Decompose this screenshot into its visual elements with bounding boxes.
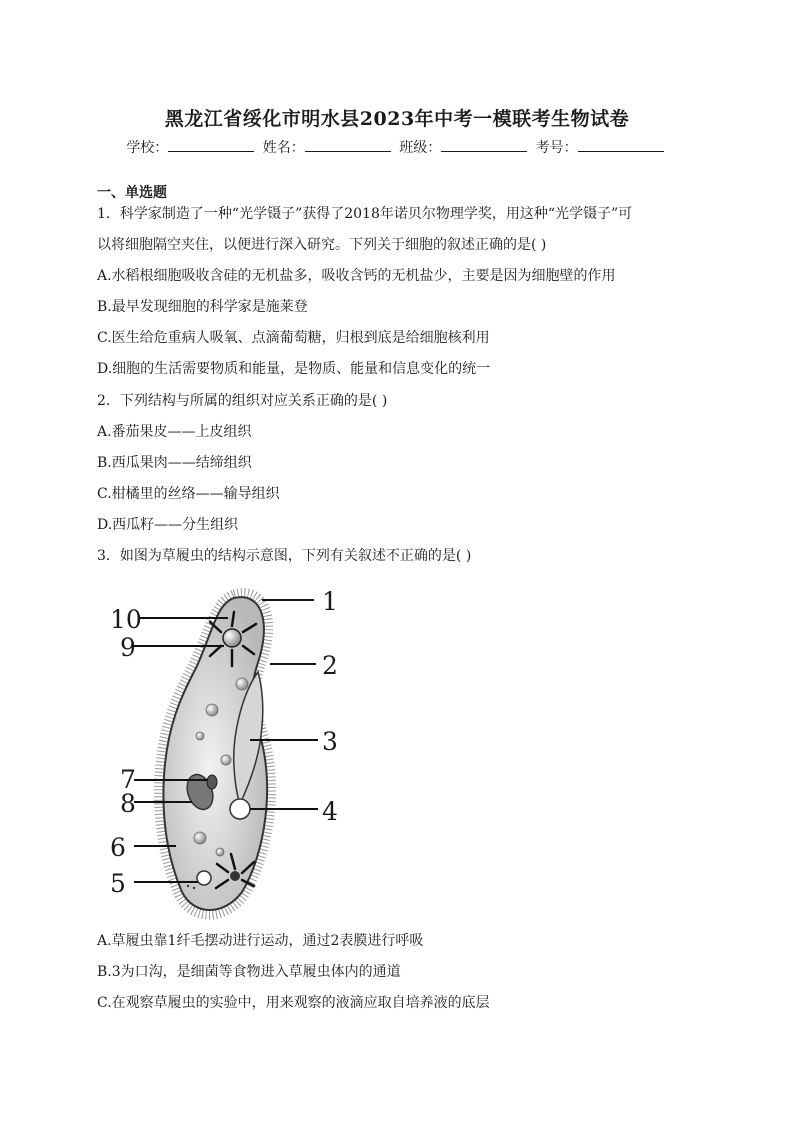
exam-number-label: 考号： — [535, 140, 578, 156]
label-10: 10 — [110, 605, 142, 634]
class-label: 班级： — [399, 140, 442, 156]
exam-number-blank[interactable] — [578, 139, 664, 152]
section-heading: 一、单选题 — [97, 185, 167, 201]
label-9: 9 — [120, 633, 136, 662]
q1-stem-line1: 1．科学家制造了一种“光学镊子”获得了2018年诺贝尔物理学奖，用这种“光学镊子”可 — [97, 206, 633, 222]
label-7: 7 — [120, 765, 136, 794]
q2-option-c: C.柑橘里的丝络——输导组织 — [97, 486, 280, 502]
q1-option-a: A.水稻根细胞吸收含硅的无机盐多，吸收含钙的无机盐少，主要是因为细胞壁的作用 — [97, 268, 616, 284]
label-3: 3 — [322, 727, 338, 756]
school-blank[interactable] — [168, 139, 254, 152]
label-2: 2 — [322, 651, 338, 680]
label-4: 4 — [322, 797, 338, 826]
q1-stem-line2: 以将细胞隔空夹住，以便进行深入研究。下列关于细胞的叙述正确的是( ) — [97, 237, 547, 253]
q3-stem: 3．如图为草履虫的结构示意图，下列有关叙述不正确的是( ) — [97, 548, 472, 564]
exam-title: 黑龙江省绥化市明水县2023年中考一模联考生物试卷 — [164, 108, 630, 130]
name-label: 姓名： — [262, 140, 305, 156]
label-6: 6 — [110, 833, 126, 862]
q3-option-c: C.在观察草履虫的实验中，用来观察的液滴应取自培养液的底层 — [97, 995, 490, 1011]
class-blank[interactable] — [441, 139, 527, 152]
label-1: 1 — [322, 587, 338, 616]
q1-option-c: C.医生给危重病人吸氧、点滴葡萄糖，归根到底是给细胞核利用 — [97, 330, 490, 346]
school-label: 学校： — [126, 140, 169, 156]
q3-option-b: B.3为口沟，是细菌等食物进入草履虫体内的通道 — [97, 964, 401, 980]
label-5: 5 — [110, 869, 126, 898]
q1-option-b: B.最早发现细胞的科学家是施莱登 — [97, 299, 308, 315]
q2-stem: 2．下列结构与所属的组织对应关系正确的是( ) — [97, 393, 388, 409]
label-8: 8 — [120, 789, 136, 818]
student-info-row — [0, 137, 794, 157]
name-blank[interactable] — [305, 139, 391, 152]
q2-option-b: B.西瓜果肉——结缔组织 — [97, 455, 252, 471]
paramecium-diagram — [104, 576, 354, 922]
q2-option-d: D.西瓜籽——分生组织 — [97, 517, 239, 533]
q2-option-a: A.番茄果皮——上皮组织 — [97, 424, 252, 440]
q1-option-d: D.细胞的生活需要物质和能量，是物质、能量和信息变化的统一 — [97, 361, 491, 377]
q3-option-a: A.草履虫靠1纤毛摆动进行运动，通过2表膜进行呼吸 — [97, 933, 424, 949]
paramecium-svg — [104, 576, 354, 922]
